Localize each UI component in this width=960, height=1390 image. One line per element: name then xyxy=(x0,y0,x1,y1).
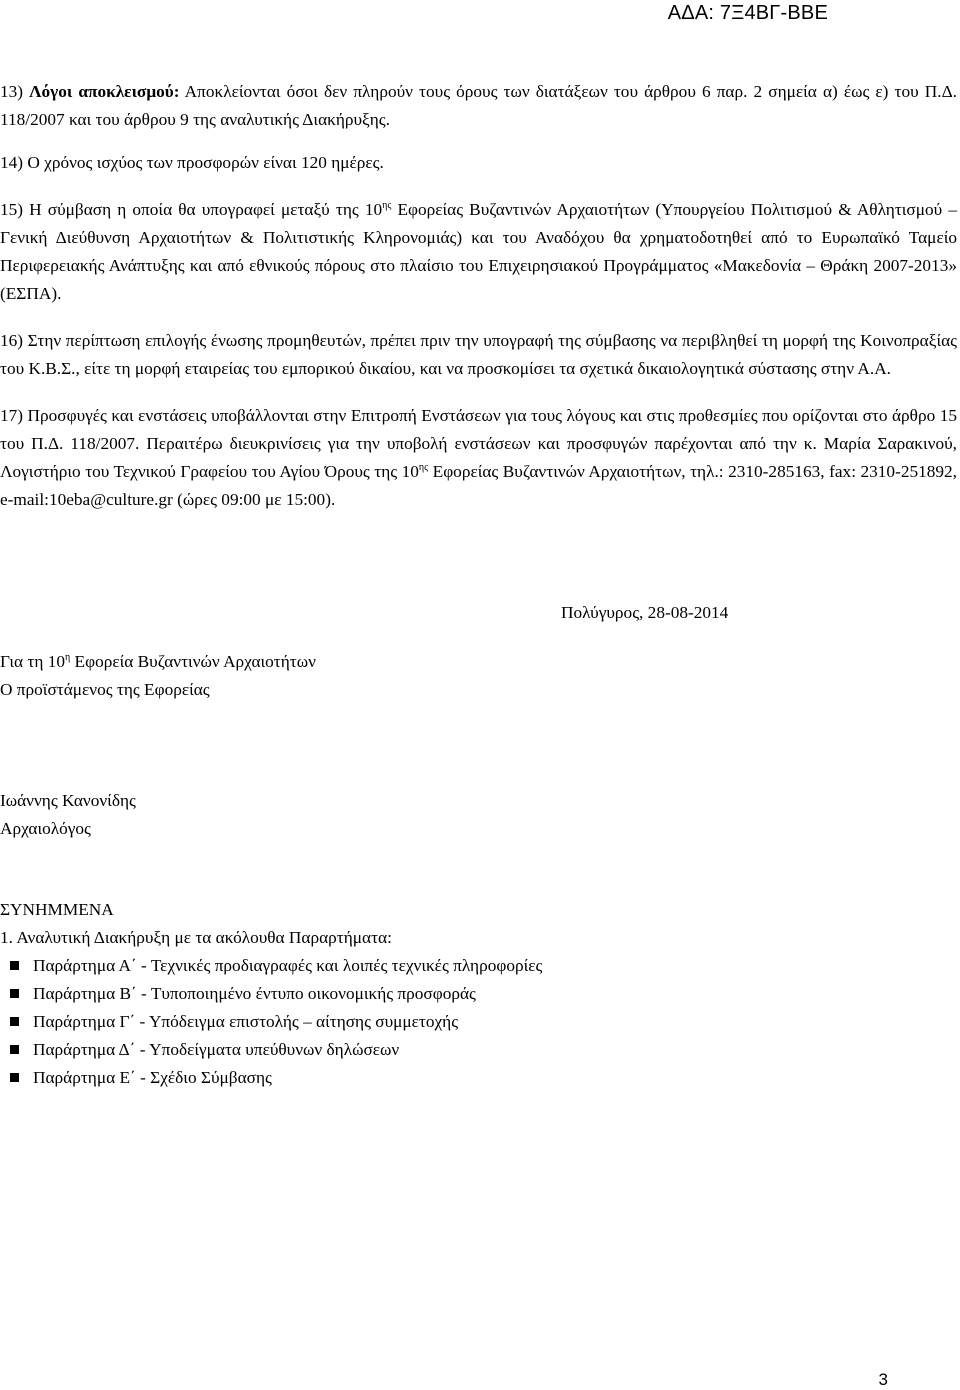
square-bullet-icon xyxy=(10,1017,19,1026)
signer-role: Αρχαιολόγος xyxy=(0,819,91,838)
paragraph-14: 14) Ο χρόνος ισχύος των προσφορών είναι 120 ημέρες. xyxy=(0,153,384,172)
square-bullet-icon xyxy=(10,1045,19,1054)
page-number: 3 xyxy=(878,1370,888,1389)
authority-text: Εφορεία Βυζαντινών Αρχαιοτήτων xyxy=(70,652,316,671)
paragraph-heading: Λόγοι αποκλεισμού: xyxy=(29,82,180,101)
annex-label: Παράρτημα Δ΄ - Υποδείγματα υπεύθυνων δηλώσεων xyxy=(33,1040,400,1059)
list-item xyxy=(0,1064,542,1092)
superscript: ης xyxy=(418,462,429,473)
document-body xyxy=(0,78,957,514)
square-bullet-icon xyxy=(10,1073,19,1082)
paragraph-text: Εφορείας Βυζαντινών Αρχαιοτήτων, τηλ.: 2310-285163, fax: 2310-251892, e-mail:10eba@culture.gr (ώρες 09:00 με 15:00). xyxy=(0,462,957,509)
authority-text: Για τη 10 xyxy=(0,652,65,671)
paragraph-13 xyxy=(0,78,957,134)
attachments-title: ΣΥΝΗΜΜΕΝΑ xyxy=(0,900,114,919)
list-item xyxy=(0,1008,542,1036)
list-item xyxy=(0,980,542,1008)
signer-name: Ιωάννης Κανονίδης xyxy=(0,791,136,810)
annex-list xyxy=(0,952,542,1092)
list-item xyxy=(0,1036,542,1064)
signature-block xyxy=(0,648,316,704)
paragraph-15 xyxy=(0,196,957,308)
paragraph-text: 15) Η σύμβαση η οποία θα υπογραφεί μεταξύ της 10 xyxy=(0,200,383,219)
signer xyxy=(0,787,136,843)
attachments-intro: 1. Αναλυτική Διακήρυξη με τα ακόλουθα Παραρτήματα: xyxy=(0,928,392,947)
document-date: Πολύγυρος, 28-08-2014 xyxy=(561,603,729,622)
superscript: η xyxy=(65,652,71,663)
paragraph-16: 16) Στην περίπτωση επιλογής ένωσης προμηθευτών, πρέπει πριν την υπογραφή της σύμβασης να περιβληθεί τη μορφή της Κοινοπραξίας του Κ.Β.Σ., είτε τη μορφή εταιρείας του εμπορικού δικαίου, και να προσκομίσει τα σχετικά δικαιολογητικά σύστασης στην Α.Α. xyxy=(0,331,957,378)
paragraph-17 xyxy=(0,402,957,514)
annex-label: Παράρτημα Ε΄ - Σχέδιο Σύμβασης xyxy=(33,1068,272,1087)
paragraph-text: Αποκλείονται όσοι δεν πληρούν τους όρους των διατάξεων του άρθρου 6 παρ. 2 σημεία α) έως ε) του Π.Δ. 118/2007 και του άρθρου 9 της αναλυτικής Διακήρυξης. xyxy=(0,82,958,129)
signature-authority xyxy=(0,648,316,676)
annex-label: Παράρτημα Β΄ - Τυποποιημένο έντυπο οικονομικής προσφοράς xyxy=(33,984,476,1003)
square-bullet-icon xyxy=(10,961,19,970)
paragraph-number: 13) xyxy=(0,82,30,101)
paragraph-text: 17) Προσφυγές και ενστάσεις υποβάλλονται στην Επιτροπή Ενστάσεων για τους λόγους και στις προθεσμίες που ορίζονται στο άρθρο 15 του Π.Δ. 118/2007. Περαιτέρω διευκρινίσεις για την υποβολή ενστάσεων και προσφυγών παρέχονται από την κ. Μαρία Σαρακινού, Λογιστήριο του Τεχνικού Γραφείου του Αγίου Όρους της 10 xyxy=(0,406,957,481)
ada-code: ΑΔΑ: 7Ξ4ΒΓ-ΒΒΕ xyxy=(667,2,828,24)
superscript: ης xyxy=(382,200,392,211)
signature-title: Ο προϊστάμενος της Εφορείας xyxy=(0,680,210,699)
list-item xyxy=(0,952,542,980)
square-bullet-icon xyxy=(10,989,19,998)
annex-label: Παράρτημα Α΄ - Τεχνικές προδιαγραφές και λοιπές τεχνικές πληροφορίες xyxy=(33,956,543,975)
annex-label: Παράρτημα Γ΄ - Υπόδειγμα επιστολής – αίτησης συμμετοχής xyxy=(33,1012,459,1031)
attachments-section xyxy=(0,896,542,1092)
paragraph-text: Εφορείας Βυζαντινών Αρχαιοτήτων (Υπουργείου Πολιτισμού & Αθλητισμού – Γενική Διεύθυνση Αρχαιοτήτων & Πολιτιστικής Κληρονομιάς) και του Αναδόχου θα χρηματοδοτηθεί από το Ευρωπαϊκό Ταμείο Περιφερειακής Ανάπτυξης και από εθνικούς πόρους στο πλαίσιο του Επιχειρησιακού Προγράμματος «Μακεδονία – Θράκη 2007-2013» (ΕΣΠΑ). xyxy=(0,200,957,303)
